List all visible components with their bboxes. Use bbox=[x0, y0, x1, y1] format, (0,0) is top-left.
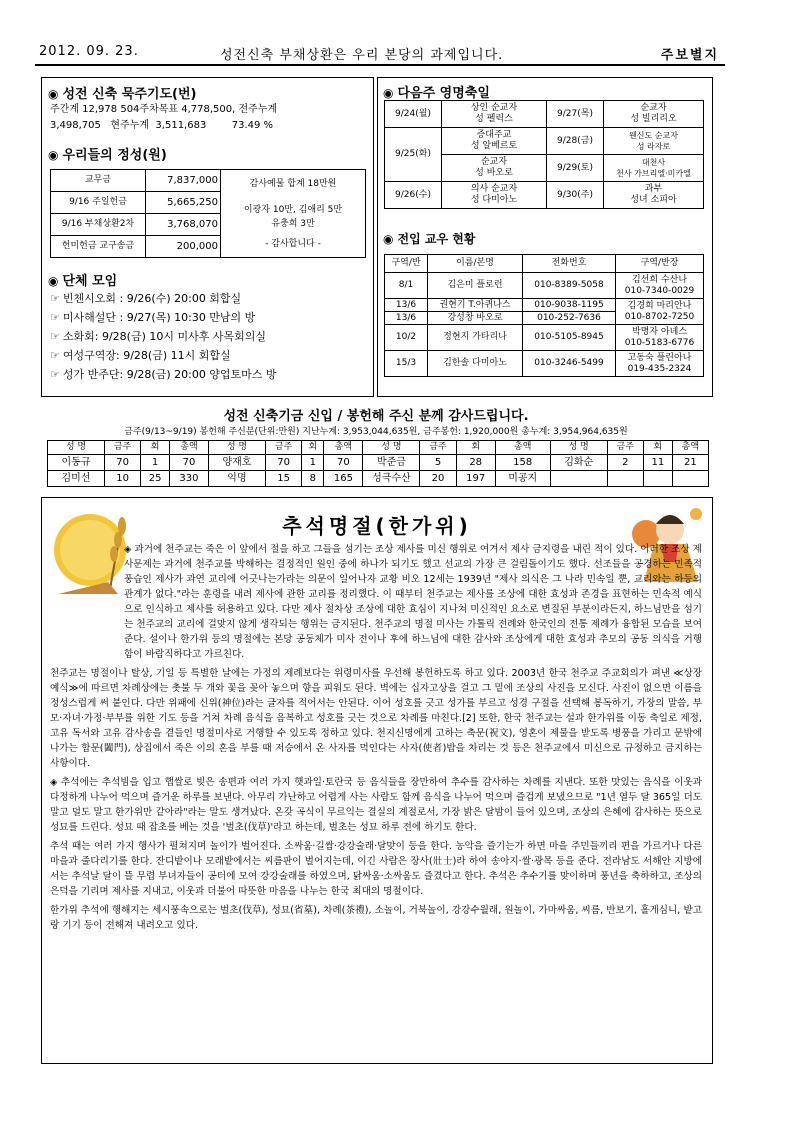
meetings-title: ◉ 단체 모임 bbox=[48, 274, 118, 289]
header-rule bbox=[35, 64, 725, 66]
table-row: 9/26(수) 의사 순교자 성 다미아노 9/30(주) 과부 성녀 소피아 bbox=[385, 182, 704, 209]
hand-pointer-icon: ☞ bbox=[50, 368, 60, 381]
fund-cell: 21 bbox=[672, 455, 708, 471]
article-paragraph-4: 추석 때는 여러 가지 행사가 펼쳐지며 놀이가 벌어진다. 소싸움·길쌈·강강술래·달맞이 등을 한다. 농악을 즐기는가 하면 마을 주민들끼리 편을 가르거나 다른 마을과 줄다리기를 한다. 잔디밭이나 모래밭에서는 씨름판이 벌어지는데, 이긴 사람은 장사(壯士)라 하여 송아지·쌀·광목 등을 준다. 전라남도 서해안 지방에서는 추석날 달이 뜰 무렵 부녀자들이 공터에 모여 강강술래를 하였으며, 닭싸움·소싸움도 즐겼다고 한다. 추석은 추수기를 맞이하며 풍년을 축하하고, 조상의 은덕을 기리며 제사를 지내고, 이웃과 더불어 따뜻한 마음을 나누는 한국 최대의 명절이다. bbox=[50, 841, 702, 897]
fund-header-cell: 회 bbox=[643, 441, 672, 455]
hand-pointer-icon: ☞ bbox=[50, 349, 60, 362]
fund-header-cell: 회 bbox=[302, 441, 324, 455]
table-row bbox=[48, 455, 709, 471]
list-item: ☞ 빈첸시오회 : 9/26(수) 20:00 회합실 bbox=[50, 289, 370, 308]
fund-cell: 양재호 bbox=[208, 455, 265, 471]
hand-pointer-icon: ☞ bbox=[50, 292, 60, 305]
thanks-cell: 감사예물 합계 18만원 이광자 10만, 김애리 5만 유충희 3만 - 감사합니다 - bbox=[221, 170, 366, 258]
fund-cell: 70 bbox=[169, 455, 208, 471]
fund-cell: 70 bbox=[265, 455, 301, 471]
fund-header-cell: 성 명 bbox=[550, 441, 607, 455]
fund-cell: 미공지 bbox=[495, 471, 550, 487]
fund-cell: 330 bbox=[169, 471, 208, 487]
fund-header-cell: 금주 bbox=[607, 441, 643, 455]
fund-header-cell: 성 명 bbox=[363, 441, 420, 455]
fund-cell: 2 bbox=[607, 455, 643, 471]
fund-header-cell: 성 명 bbox=[48, 441, 105, 455]
transfer-table bbox=[384, 254, 704, 377]
table-row: 교무금 7,837,000 감사예물 합계 18만원 이광자 10만, 김애리 5만 유충희 3만 - 감사합니다 - bbox=[51, 170, 366, 192]
target-icon: ◉ bbox=[383, 86, 394, 100]
right-info-box bbox=[377, 77, 713, 397]
fund-cell: 158 bbox=[495, 455, 550, 471]
article-paragraph-5: 한가위 추석에 행해지는 세시풍속으로는 벌초(伐草), 성묘(省墓), 차례(茶禮), 소놀이, 거북놀이, 강강수월래, 원놀이, 가마싸움, 씨름, 반보기, 홀게심니, 밭고랑 기기 등이 전해져 내려오고 있다. bbox=[50, 905, 702, 931]
fund-summary: 금주(9/13~9/19) 봉헌해 주신분(단위:만원) 지난누계: 3,953,044,635원, 금주봉헌: 1,920,000원 총누계: 3,954,964,635원 bbox=[124, 427, 628, 437]
hand-pointer-icon: ☞ bbox=[50, 330, 60, 343]
fund-cell: 익명 bbox=[208, 471, 265, 487]
article-title: 추석명절(한가위) bbox=[282, 514, 472, 538]
bulletin-label: 주보별지 bbox=[660, 48, 719, 63]
table-row: 9/16 부채상환2차 3,768,070 bbox=[51, 214, 366, 236]
fund-cell: 김미선 bbox=[48, 471, 105, 487]
fund-cell: 70 bbox=[105, 455, 141, 471]
table-row: 헌미헌금 교구송금 200,000 bbox=[51, 236, 366, 258]
fund-cell bbox=[550, 471, 607, 487]
prayer-line-1: 주간계 12,978 504주차목표 4,778,500, 전주누계 bbox=[50, 104, 278, 115]
fund-cell: 20 bbox=[420, 471, 456, 487]
table-row: 13/6 권현기 T.아퀴나스 010-9038-1195 김경희 마리안나 010-8702-7250 bbox=[385, 299, 704, 312]
table-row: 9/25(화) 증대주교 성 알베르토 9/28(금) 웬신도 순교자 성 라자로 bbox=[385, 128, 704, 155]
transfer-title: ◉ 전입 교우 현황 bbox=[383, 232, 476, 246]
table-row: 9/24(월) 상인 순교자 성 펠릭스 9/27(목) 순교자 성 빌리리오 bbox=[385, 101, 704, 128]
fund-header-cell: 총액 bbox=[324, 441, 363, 455]
meetings-list bbox=[50, 289, 370, 384]
table-row: 9/16 주일헌금 5,665,250 bbox=[51, 192, 366, 214]
list-item: ☞ 여성구역장: 9/28(금) 11시 회합실 bbox=[50, 346, 370, 365]
chuseok-article bbox=[41, 497, 713, 1064]
table-row: 10/2 정현지 가타리나 010-5105-8945 박명자 아녜스 010-5183-6776 bbox=[385, 325, 704, 351]
table-row: 8/1 김은미 플로런 010-8389-5058 김선희 수산나 010-7340-0029 bbox=[385, 273, 704, 299]
fund-cell: 8 bbox=[302, 471, 324, 487]
fund-cell bbox=[643, 471, 672, 487]
fund-cell: 25 bbox=[141, 471, 170, 487]
fund-cell: 성극수산 bbox=[363, 471, 420, 487]
list-item: ☞ 성가 반주단: 9/28(금) 20:00 양업토마스 방 bbox=[50, 365, 370, 384]
feasts-table bbox=[384, 100, 704, 209]
fund-section bbox=[41, 400, 711, 496]
offering-title: ◉ 우리들의 정성(원) bbox=[48, 148, 167, 163]
article-body bbox=[50, 542, 702, 937]
fund-header-cell: 총액 bbox=[672, 441, 708, 455]
table-row bbox=[48, 471, 709, 487]
list-item: ☞ 미사해설단 : 9/27(목) 10:30 만남의 방 bbox=[50, 308, 370, 327]
fund-header-cell: 총액 bbox=[495, 441, 550, 455]
article-paragraph-1: ◈ 과거에 천주교는 죽은 이 앞에서 절을 하고 그들을 섬기는 조상 제사를 미신 행위로 여겨서 제사 금지령을 내린 적이 있다. 이러한 조상 제사문제는 과거에 천주교를 박해하는 결정적인 원인 중에 하나가 되기도 했고 선교의 가장 큰 걸림돌이기도 했다. 선조들을 공경하는 민족적 풍습인 제사가 과연 교리에 어긋나는가라는 의문이 일어나자 교황 비오 12세는 1939년 "제사 의식은 그 나라 민속일 뿐, 교리와는 하등의 관계가 없다."라는 훈령을 내려 제사에 관한 교리를 정리했다. 이 때부터 천주교는 제사를 조상에 대한 효성과 존경을 표현하는 민속적 예식으로 인식하고 제사를 허용하고 있다. 다만 제사 절차상 조상에 대한 효심이 지나쳐 미신적인 요소로 변질된 부분이라든지, 하느님만을 섬기는 천주교의 교리에 걸맞지 않게 생각되는 행위는 금지된다. 천주교의 명절 미사는 가톨릭 전례와 한국인의 전통 제례가 융합된 모습을 보여준다. 설이나 한가위 등의 명절에는 본당 공동체가 미사 전이나 후에 하느님에 대한 감사와 조상에게 대한 효성과 추모의 공동 의식을 거행함이 바람직하다고 가르친다. bbox=[124, 544, 702, 660]
fund-cell: 28 bbox=[456, 455, 495, 471]
fund-header-cell: 금주 bbox=[265, 441, 301, 455]
fund-cell: 70 bbox=[324, 455, 363, 471]
header-slogan: 성전신축 부채상환은 우리 본당의 과제입니다. bbox=[220, 48, 504, 63]
list-item: ☞ 소화회: 9/28(금) 10시 미사후 사목회의실 bbox=[50, 327, 370, 346]
target-icon: ◉ bbox=[48, 87, 59, 101]
fund-cell: 165 bbox=[324, 471, 363, 487]
fund-header-cell: 회 bbox=[456, 441, 495, 455]
fund-cell: 15 bbox=[265, 471, 301, 487]
fund-cell: 11 bbox=[643, 455, 672, 471]
fund-cell: 10 bbox=[105, 471, 141, 487]
offering-table bbox=[50, 169, 366, 258]
hand-pointer-icon: ☞ bbox=[50, 311, 60, 324]
table-row: 13/6 강성창 바오로 010-252-7636 bbox=[385, 312, 704, 325]
fund-cell: 1 bbox=[141, 455, 170, 471]
fund-cell: 이동규 bbox=[48, 455, 105, 471]
article-paragraph-2: 천주교는 명절이나 탈상, 기일 등 특별한 날에는 가정의 제례보다는 위령미사를 우선해 봉헌하도록 하고 있다. 2003년 한국 천주교 주교회의가 펴낸 ≪상장 예식≫에 따르면 차례상에는 촛불 두 개와 꽃을 꽂아 놓으며 향을 피워도 된다. 벽에는 십자고상을 걸고 그 밑에 조상의 사진을 모신다. 사진이 없으면 이름을 정성스럽게 써 붙인다. 다만 위패에 신위(神位)라는 글자를 적어서는 안된다. 이어 성호를 긋고 성가를 부르고 성경 구절을 선택해 봉독하기, 가장의 말씀, 부모·자녀·가정·부부를 위한 기도 등을 거쳐 차례 음식을 음복하고 성호를 긋는 것으로 차례를 마친다.[2] 또한, 한국 천주교는 설과 한가위를 이동 축일로 제정, 고유 독서와 고유 감사송을 곁들인 명절미사로 거행할 수 있도록 정하고 있다. 천지신명에게 고하는 축문(祝文), 영혼이 제물을 받도록 병풍을 가리고 문밖에 나가는 합문(闔門), 상집에서 죽은 이의 혼을 부를 때 저승에서 온 사자를 먹인다는 사자(使者)밥을 차리는 것 등은 천주교에서 미신으로 규정하고 금지하는 사항이다. bbox=[50, 668, 702, 769]
fund-table bbox=[47, 440, 709, 487]
feasts-title: ◉ 다음주 영명축일 bbox=[383, 86, 490, 101]
table-row: 15/3 김한솔 다미아노 010-3246-5499 고동숙 플린아나 019-435-2324 bbox=[385, 351, 704, 377]
fund-cell: 5 bbox=[420, 455, 456, 471]
fund-title: 성전 신축기금 신입 / 봉헌해 주신 분께 감사드립니다. bbox=[223, 409, 529, 424]
fund-header-cell: 금주 bbox=[105, 441, 141, 455]
fund-cell: 1 bbox=[302, 455, 324, 471]
issue-date: 2012. 09. 23. bbox=[39, 44, 139, 59]
target-icon: ◉ bbox=[48, 148, 59, 162]
prayer-title: ◉ 성전 신축 묵주기도(번) bbox=[48, 87, 197, 102]
fund-cell bbox=[607, 471, 643, 487]
fund-header-cell: 금주 bbox=[420, 441, 456, 455]
target-icon: ◉ bbox=[383, 232, 394, 246]
article-paragraph-3: ◈ 추석에는 추석빔을 입고 햅쌀로 빚은 송편과 여러 가지 햇과일·토란국 등 음식들을 장만하여 추수를 감사하는 차례를 지낸다. 또한 맛있는 음식을 이웃과 다정하게 나누어 먹으며 즐거운 하루를 보낸다. 아무리 가난하고 어렵게 사는 사람도 함께 음식을 나누어 먹으며 즐겁게 보냈으므로 "1년 열두 달 365일 더도 말고 덜도 말고 한가위만 같아라"라는 말도 생겨났다. 온갖 곡식이 무르익는 결실의 계절로서, 가장 밝은 달밤이 들어 있으며, 조상의 은혜에 감사하는 뜻으로 성묘를 드린다. 성묘 때 잡초를 베는 것을 '벌초(伐草)'라고 하는데, 벌초는 성묘 하루 전에 하기도 한다. bbox=[50, 777, 702, 833]
prayer-line-2: 3,498,705 현주누계 3,511,683 73.49 % bbox=[50, 120, 274, 131]
fund-cell: 197 bbox=[456, 471, 495, 487]
table-header-row: 구역/반 이름/본명 전화번호 구역/반장 bbox=[385, 255, 704, 273]
left-info-box bbox=[41, 77, 374, 397]
fund-header-cell: 회 bbox=[141, 441, 170, 455]
table-row: 순교자 성 바오로 9/29(토) 대천사 천사 가브리엘·미카엘 bbox=[385, 155, 704, 182]
target-icon: ◉ bbox=[48, 274, 59, 288]
fund-cell bbox=[672, 471, 708, 487]
table-header-row bbox=[48, 441, 709, 455]
fund-cell: 박준금 bbox=[363, 455, 420, 471]
fund-header-cell: 총액 bbox=[169, 441, 208, 455]
fund-header-cell: 성 명 bbox=[208, 441, 265, 455]
fund-cell: 김화순 bbox=[550, 455, 607, 471]
page-header bbox=[35, 40, 725, 62]
